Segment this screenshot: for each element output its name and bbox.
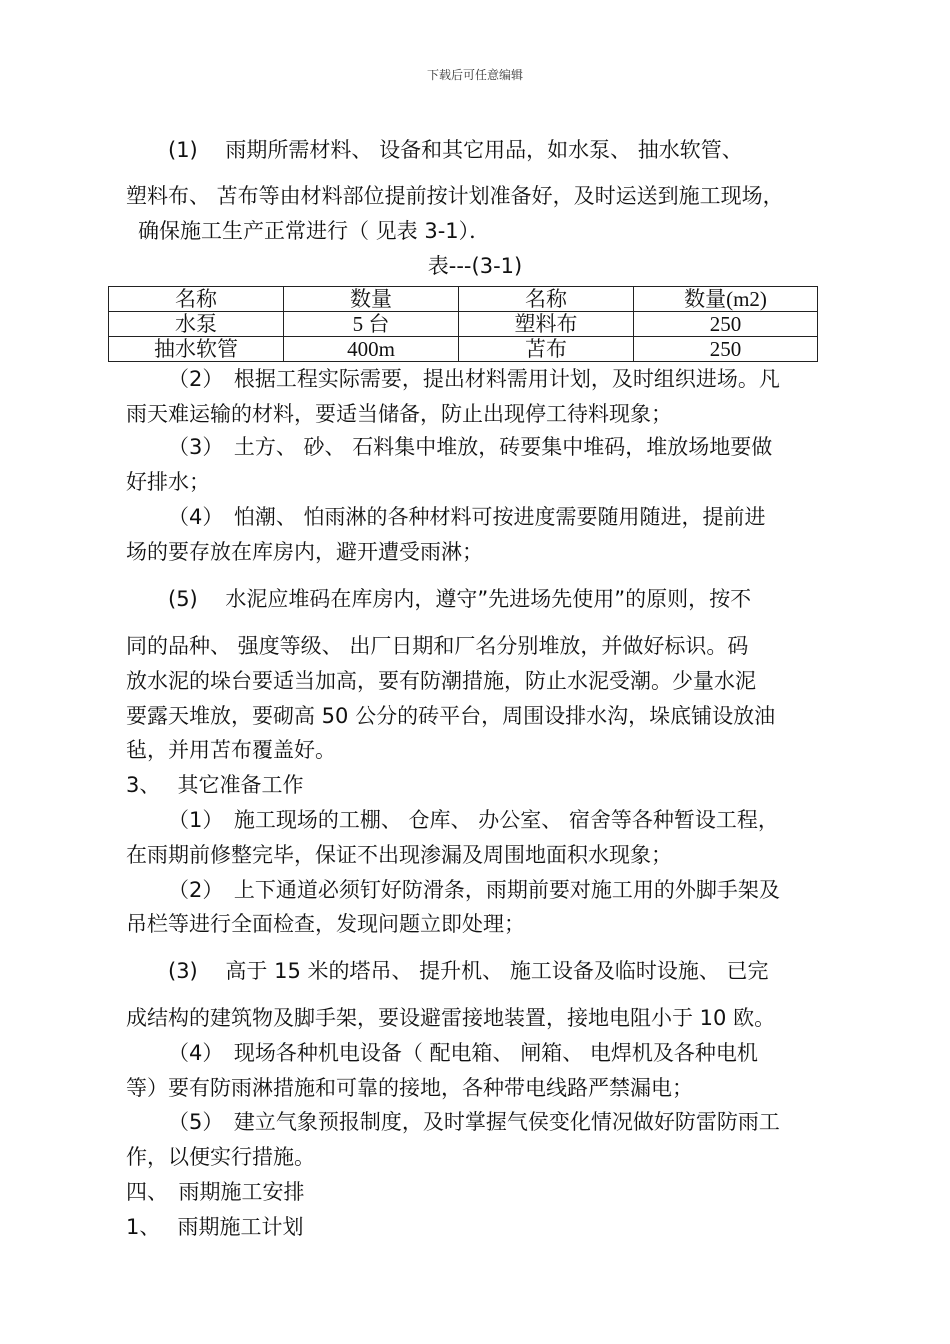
paragraph-line: 毡，并用苫布覆盖好。 <box>126 738 336 762</box>
paragraph-line: 好排水； <box>126 470 210 494</box>
table-cell: 水泵 <box>109 312 284 337</box>
table-header-cell: 名称 <box>109 287 284 312</box>
table-cell: 苫布 <box>459 337 634 362</box>
materials-table <box>108 286 818 362</box>
paragraph-line: (3) 高于 15 米的塔吊、 提升机、 施工设备及临时设施、 已完 <box>168 959 769 983</box>
paragraph-line: （3） 土方、 砂、 石料集中堆放，砖要集中堆码，堆放场地要做 <box>168 435 773 459</box>
table-row <box>109 312 818 337</box>
section-heading: 1、 雨期施工计划 <box>126 1215 304 1239</box>
paragraph-line: 塑料布、 苫布等由材料部位提前按计划准备好，及时运送到施工现场， <box>126 184 784 208</box>
table-header-cell: 数量(m2) <box>634 287 818 312</box>
paragraph-line: 要露天堆放，要砌高 50 公分的砖平台，周围设排水沟，垛底铺设放油 <box>126 704 776 728</box>
page-header: 下载后可任意编辑 <box>426 68 523 82</box>
section-heading: 3、 其它准备工作 <box>126 773 304 797</box>
table-row <box>109 337 818 362</box>
table-cell: 250 <box>634 337 818 362</box>
table-cell: 塑料布 <box>459 312 634 337</box>
paragraph-line: 放水泥的垛台要适当加高，要有防潮措施，防止水泥受潮。少量水泥 <box>126 669 756 693</box>
table-cell: 抽水软管 <box>109 337 284 362</box>
paragraph-line: (1) 雨期所需材料、 设备和其它用品，如水泵、 抽水软管、 <box>168 138 743 162</box>
paragraph-line: （2） 根据工程实际需要，提出材料需用计划，及时组织进场。凡 <box>168 367 780 391</box>
paragraph-line: 成结构的建筑物及脚手架，要设避雷接地装置，接地电阻小于 10 欧。 <box>126 1006 776 1030</box>
table-cell: 400m <box>284 337 459 362</box>
paragraph-line: 等）要有防雨淋措施和可靠的接地，各种带电线路严禁漏电； <box>126 1076 693 1100</box>
paragraph-line: （4） 怕潮、 怕雨淋的各种材料可按进度需要随用随进，提前进 <box>168 505 766 529</box>
paragraph-line: 在雨期前修整完毕，保证不出现渗漏及周围地面积水现象； <box>126 843 672 867</box>
table-cell: 5 台 <box>284 312 459 337</box>
paragraph-line: （4） 现场各种机电设备（ 配电箱、 闸箱、 电焊机及各种电机 <box>168 1041 758 1065</box>
paragraph-line: 雨天难运输的材料，要适当储备，防止出现停工待料现象； <box>126 402 672 426</box>
paragraph-line: 同的品种、 强度等级、 出厂日期和厂名分别堆放，并做好标识。码 <box>126 634 749 658</box>
paragraph-line: （1） 施工现场的工棚、 仓库、 办公室、 宿舍等各种暂设工程， <box>168 808 779 832</box>
paragraph-line: （5） 建立气象预报制度，及时掌握气侯变化情况做好防雷防雨工 <box>168 1110 780 1134</box>
table-header-row <box>109 287 818 312</box>
paragraph-line: (5) 水泥应堆码在库房内，遵守”先进场先使用”的原则，按不 <box>168 587 752 611</box>
paragraph-line: 作，以便实行措施。 <box>126 1145 315 1169</box>
paragraph-line: （2） 上下通道必须钉好防滑条，雨期前要对施工用的外脚手架及 <box>168 878 780 902</box>
table-header-cell: 名称 <box>459 287 634 312</box>
paragraph-line: 确保施工生产正常进行（ 见表 3-1）． <box>138 219 491 243</box>
table-cell: 250 <box>634 312 818 337</box>
table-caption: 表---(3-1) <box>427 254 523 278</box>
paragraph-line: 吊栏等进行全面检查，发现问题立即处理； <box>126 912 525 936</box>
paragraph-line: 场的要存放在库房内，避开遭受雨淋； <box>126 540 483 564</box>
section-heading: 四、 雨期施工安排 <box>126 1180 305 1204</box>
table-header-cell: 数量 <box>284 287 459 312</box>
